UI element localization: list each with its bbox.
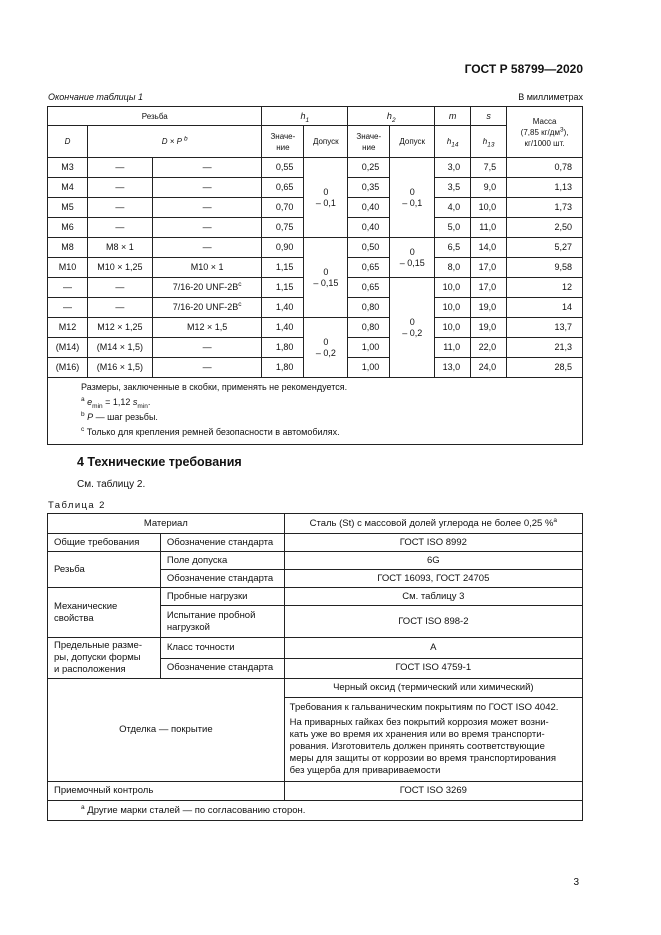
cell-h2-value: 0,80 bbox=[348, 318, 390, 338]
t2-tol-field: Поле допуска bbox=[160, 552, 284, 570]
cell-h1-value: 0,55 bbox=[262, 158, 304, 178]
t2-finish: Отделка — покрытие bbox=[48, 679, 285, 782]
cell-h1-value: 0,65 bbox=[262, 178, 304, 198]
cell-d: M6 bbox=[48, 218, 88, 238]
t2-limits-std-val: ГОСТ ISO 4759-1 bbox=[284, 658, 582, 679]
cell-m: 3,5 bbox=[435, 178, 471, 198]
section-title: 4 Технические требования bbox=[77, 455, 242, 469]
cell-d: (M16) bbox=[48, 358, 88, 378]
cell-h2-value: 0,80 bbox=[348, 298, 390, 318]
cell-s: 19,0 bbox=[471, 318, 507, 338]
cell-thread-fine1: M8 × 1 bbox=[87, 238, 152, 258]
cell-h2-tolerance: 0 – 0,15 bbox=[390, 238, 435, 278]
cell-s: 17,0 bbox=[471, 258, 507, 278]
header-mass: Масса (7,85 $кг/дм^3$), кг/1000 шт. bbox=[507, 107, 583, 158]
note-brackets: Размеры, заключенные в скобки, применять не рекомендуется. bbox=[81, 382, 348, 392]
note-b: $^b$ P — шаг резьбы. bbox=[81, 411, 158, 422]
cell-d: (M14) bbox=[48, 338, 88, 358]
cell-m: 10,0 bbox=[435, 278, 471, 298]
cell-d: M10 bbox=[48, 258, 88, 278]
cell-s: 10,0 bbox=[471, 198, 507, 218]
cell-m: 3,0 bbox=[435, 158, 471, 178]
cell-m: 6,5 bbox=[435, 238, 471, 258]
table2-caption: Таблица 2 bbox=[48, 500, 106, 511]
cell-thread-fine1: — bbox=[87, 158, 152, 178]
header-m: m bbox=[435, 107, 471, 126]
cell-s: 17,0 bbox=[471, 278, 507, 298]
cell-mass: 14 bbox=[507, 298, 583, 318]
cell-h1-value: 1,80 bbox=[262, 358, 304, 378]
cell-h2-value: 0,35 bbox=[348, 178, 390, 198]
cell-s: 9,0 bbox=[471, 178, 507, 198]
cell-s: 19,0 bbox=[471, 298, 507, 318]
cell-h2-value: 0,50 bbox=[348, 238, 390, 258]
table1 bbox=[47, 106, 583, 445]
cell-s: 14,0 bbox=[471, 238, 507, 258]
cell-s: 7,5 bbox=[471, 158, 507, 178]
cell-m: 4,0 bbox=[435, 198, 471, 218]
cell-d: M3 bbox=[48, 158, 88, 178]
t2-acceptance: Приемочный контроль bbox=[48, 782, 285, 801]
cell-mass: 2,50 bbox=[507, 218, 583, 238]
cell-thread-fine2: — bbox=[152, 338, 262, 358]
cell-h1-tolerance: 0 – 0,2 bbox=[304, 318, 348, 378]
note-a: $^a$ $e_{min} = 1,12$ $s_{min}$. bbox=[81, 396, 151, 410]
cell-thread-fine1: (M14 × 1,5) bbox=[87, 338, 152, 358]
cell-h1-value: 0,75 bbox=[262, 218, 304, 238]
cell-d: — bbox=[48, 298, 88, 318]
cell-s: 22,0 bbox=[471, 338, 507, 358]
t2-std-designation: Обозначение стандарта bbox=[160, 658, 284, 679]
table-row bbox=[48, 318, 583, 338]
cell-thread-fine2: — bbox=[152, 198, 262, 218]
cell-thread-fine1: (M16 × 1,5) bbox=[87, 358, 152, 378]
header-d: D bbox=[48, 126, 88, 158]
cell-d: M12 bbox=[48, 318, 88, 338]
header-h2-tolerance: Допуск bbox=[390, 126, 435, 158]
cell-thread-fine1: — bbox=[87, 218, 152, 238]
table-row bbox=[48, 158, 583, 178]
cell-m: 5,0 bbox=[435, 218, 471, 238]
cell-thread-fine1: — bbox=[87, 298, 152, 318]
cell-mass: 0,78 bbox=[507, 158, 583, 178]
t2-proof-test: Испытание пробной нагрузкой bbox=[160, 606, 284, 638]
cell-h2-value: 0,40 bbox=[348, 198, 390, 218]
cell-h1-tolerance: 0 – 0,15 bbox=[304, 238, 348, 318]
cell-h2-value: 0,40 bbox=[348, 218, 390, 238]
cell-h1-value: 1,15 bbox=[262, 278, 304, 298]
cell-d: — bbox=[48, 278, 88, 298]
cell-h2-tolerance: 0 – 0,2 bbox=[390, 278, 435, 378]
header-m-tolerance: $h_{14}$ bbox=[435, 126, 471, 158]
cell-h1-value: 0,70 bbox=[262, 198, 304, 218]
cell-m: 10,0 bbox=[435, 318, 471, 338]
header-h1: $h_1$ bbox=[262, 107, 348, 126]
header-s-tolerance: $h_{13}$ bbox=[471, 126, 507, 158]
cell-d: M8 bbox=[48, 238, 88, 258]
header-h1-tolerance: Допуск bbox=[304, 126, 348, 158]
t2-galvanic: Требования к гальваническим покрытиям по ГОСТ ISO 4042. На приварных гайках без покрытий коррозия может возни- кать уже во время их хранения или во время транспорти- рования. Изготовитель должен принять соответствующие меры для защиты от коррозии во время транспортирования без ущерба для привариваемости bbox=[284, 698, 582, 782]
header-s: s bbox=[471, 107, 507, 126]
cell-thread-fine2: 7/16-20 UNF-$2B^c$ bbox=[152, 298, 262, 318]
cell-mass: 1,13 bbox=[507, 178, 583, 198]
cell-mass: 28,5 bbox=[507, 358, 583, 378]
cell-thread-fine2: — bbox=[152, 178, 262, 198]
t2-head-material: Материал bbox=[48, 514, 285, 534]
cell-h1-tolerance: 0 – 0,1 bbox=[304, 158, 348, 238]
cell-h2-value: 1,00 bbox=[348, 338, 390, 358]
t2-tol-field-val: 6G bbox=[284, 552, 582, 570]
header-h2-value: Значе- ние bbox=[348, 126, 390, 158]
t2-general-val: ГОСТ ISO 8992 bbox=[284, 534, 582, 552]
cell-s: 11,0 bbox=[471, 218, 507, 238]
header-thread: Резьба bbox=[48, 107, 262, 126]
header-dxp: D × P $^b$ bbox=[87, 126, 261, 158]
cell-thread-fine1: — bbox=[87, 278, 152, 298]
t2-proof-loads-val: См. таблицу 3 bbox=[284, 588, 582, 606]
cell-thread-fine1: — bbox=[87, 198, 152, 218]
cell-d: M5 bbox=[48, 198, 88, 218]
cell-h2-tolerance: 0 – 0,1 bbox=[390, 158, 435, 238]
table1-notes bbox=[48, 378, 583, 445]
cell-m: 11,0 bbox=[435, 338, 471, 358]
cell-h1-value: 1,40 bbox=[262, 298, 304, 318]
page-number: 3 bbox=[573, 877, 579, 888]
cell-m: 8,0 bbox=[435, 258, 471, 278]
cell-thread-fine1: — bbox=[87, 178, 152, 198]
t2-std-designation: Обозначение стандарта bbox=[160, 570, 284, 588]
cell-thread-fine2: — bbox=[152, 238, 262, 258]
cell-h2-value: 0,25 bbox=[348, 158, 390, 178]
t2-proof-test-val: ГОСТ ISO 898-2 bbox=[284, 606, 582, 638]
cell-h2-value: 1,00 bbox=[348, 358, 390, 378]
t2-general-req: Общие требования bbox=[48, 534, 161, 552]
t2-limits: Предельные разме- ры, допуски формы и расположения bbox=[48, 638, 161, 679]
cell-h1-value: 1,15 bbox=[262, 258, 304, 278]
header-h2: $h_2$ bbox=[348, 107, 435, 126]
table1-caption: Окончание таблицы 1 bbox=[48, 92, 143, 102]
cell-thread-fine2: M12 × 1,5 bbox=[152, 318, 262, 338]
cell-d: M4 bbox=[48, 178, 88, 198]
t2-accuracy-val: A bbox=[284, 638, 582, 659]
t2-mech: Механические свойства bbox=[48, 588, 161, 638]
document-code: ГОСТ Р 58799—2020 bbox=[464, 62, 583, 76]
t2-proof-loads: Пробные нагрузки bbox=[160, 588, 284, 606]
t2-accuracy: Класс точности bbox=[160, 638, 284, 659]
cell-mass: 21,3 bbox=[507, 338, 583, 358]
section-text: См. таблицу 2. bbox=[77, 479, 146, 490]
cell-thread-fine2: — bbox=[152, 358, 262, 378]
header-h1-value: Значе- ние bbox=[262, 126, 304, 158]
t2-thread-std-val: ГОСТ 16093, ГОСТ 24705 bbox=[284, 570, 582, 588]
cell-thread-fine1: M12 × 1,25 bbox=[87, 318, 152, 338]
t2-std-designation: Обозначение стандарта bbox=[160, 534, 284, 552]
cell-h2-value: 0,65 bbox=[348, 278, 390, 298]
table1-units: В миллиметрах bbox=[518, 92, 583, 102]
t2-black-oxide: Черный оксид (термический или химический) bbox=[284, 679, 582, 698]
cell-thread-fine2: M10 × 1 bbox=[152, 258, 262, 278]
cell-mass: 5,27 bbox=[507, 238, 583, 258]
cell-h1-value: 0,90 bbox=[262, 238, 304, 258]
cell-thread-fine2: — bbox=[152, 158, 262, 178]
cell-h1-value: 1,40 bbox=[262, 318, 304, 338]
cell-mass: 1,73 bbox=[507, 198, 583, 218]
cell-thread-fine2: — bbox=[152, 218, 262, 238]
t2-thread: Резьба bbox=[48, 552, 161, 588]
cell-m: 13,0 bbox=[435, 358, 471, 378]
t2-head-steel: Сталь (St) с массовой долей углерода не более 0,25 %$^a$ bbox=[284, 514, 582, 534]
t2-acceptance-val: ГОСТ ISO 3269 bbox=[284, 782, 582, 801]
table2 bbox=[47, 513, 583, 821]
cell-mass: 13,7 bbox=[507, 318, 583, 338]
cell-thread-fine1: M10 × 1,25 bbox=[87, 258, 152, 278]
cell-h1-value: 1,80 bbox=[262, 338, 304, 358]
cell-mass: 12 bbox=[507, 278, 583, 298]
cell-s: 24,0 bbox=[471, 358, 507, 378]
cell-m: 10,0 bbox=[435, 298, 471, 318]
cell-thread-fine2: 7/16-20 UNF-$2B^c$ bbox=[152, 278, 262, 298]
table-row bbox=[48, 238, 583, 258]
note-c: $^c$ Только для крепления ремней безопасности в автомобилях. bbox=[81, 426, 340, 437]
cell-h2-value: 0,65 bbox=[348, 258, 390, 278]
cell-mass: 9,58 bbox=[507, 258, 583, 278]
t2-footnote: $^a$ Другие марки сталей — по согласованию сторон. bbox=[48, 801, 583, 821]
